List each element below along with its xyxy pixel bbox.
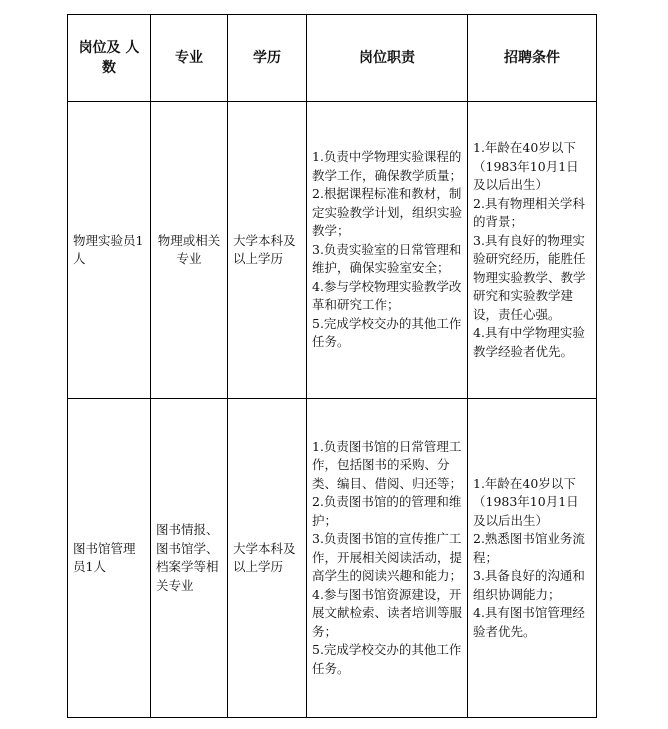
header-major: 专业: [151, 15, 228, 102]
table-row: [68, 102, 597, 399]
requirement-item: 4.具有中学物理实验教学经验者优先。: [473, 325, 585, 359]
cell-requirements: [468, 102, 597, 399]
requirement-item: 2.熟悉图书馆业务流程；: [473, 531, 585, 565]
cell-education: 大学本科及以上学历: [228, 399, 307, 718]
cell-major: 物理或相关专业: [151, 102, 228, 399]
requirement-item: 1.年龄在40岁以下（1983年10月1日及以后出生）: [473, 475, 579, 528]
table-header-row: [68, 15, 597, 102]
recruitment-table-wrapper: [67, 14, 597, 718]
header-education: 学历: [228, 15, 307, 102]
header-position: 岗位及 人数: [68, 15, 151, 102]
duty-item: 4.参与图书馆资源建设，开展文献检索、读者培训等服务；: [312, 586, 463, 639]
duty-item: 3.负责图书馆的宣传推广工作，开展相关阅读活动，提高学生的阅读兴趣和能力；: [312, 531, 463, 584]
header-requirements: 招聘条件: [468, 15, 597, 102]
duty-item: 5.完成学校交办的其他工作任务。: [312, 315, 462, 350]
duty-item: 1.负责中学物理实验课程的教学工作，确保教学质量；: [312, 149, 463, 183]
cell-duties: [307, 102, 468, 399]
recruitment-table: [67, 14, 597, 718]
duty-item: 4.参与学校物理实验教学改革和研究工作；: [312, 278, 462, 313]
requirement-item: 4.具有图书馆管理经验者优先。: [473, 605, 585, 639]
cell-position: 图书馆管理员1人: [68, 399, 151, 718]
duty-item: 5.完成学校交办的其他工作任务。: [312, 642, 462, 676]
requirement-item: 3.具有良好的物理实验研究经历，能胜任物理实验教学、教学研究和实验教学建设，责任心强。: [473, 232, 586, 322]
cell-major: 图书情报、图书馆学、档案学等相关专业: [151, 399, 228, 718]
table-row: [68, 399, 597, 718]
cell-requirements: [468, 399, 597, 718]
header-duties: 岗位职责: [307, 15, 468, 102]
cell-position: 物理实验员1人: [68, 102, 151, 399]
cell-education: 大学本科及以上学历: [228, 102, 307, 399]
duty-item: 3.负责实验室的日常管理和维护，确保实验室安全；: [312, 241, 462, 276]
duty-item: 1.负责图书馆的日常管理工作，包括图书的采购、分类、编目、借阅、归还等；: [312, 438, 463, 491]
duty-item: 2.负责图书馆的的管理和维护；: [312, 494, 462, 528]
requirement-item: 1.年龄在40岁以下（1983年10月1日及以后出生）: [473, 140, 579, 192]
requirement-item: 3.具备良好的沟通和组织协调能力；: [473, 568, 585, 602]
requirement-item: 2.具有物理相关学科的背景；: [473, 195, 585, 229]
duty-item: 2.根据课程标准和教材，制定实验教学计划，组织实验教学；: [312, 186, 463, 239]
cell-duties: [307, 399, 468, 718]
